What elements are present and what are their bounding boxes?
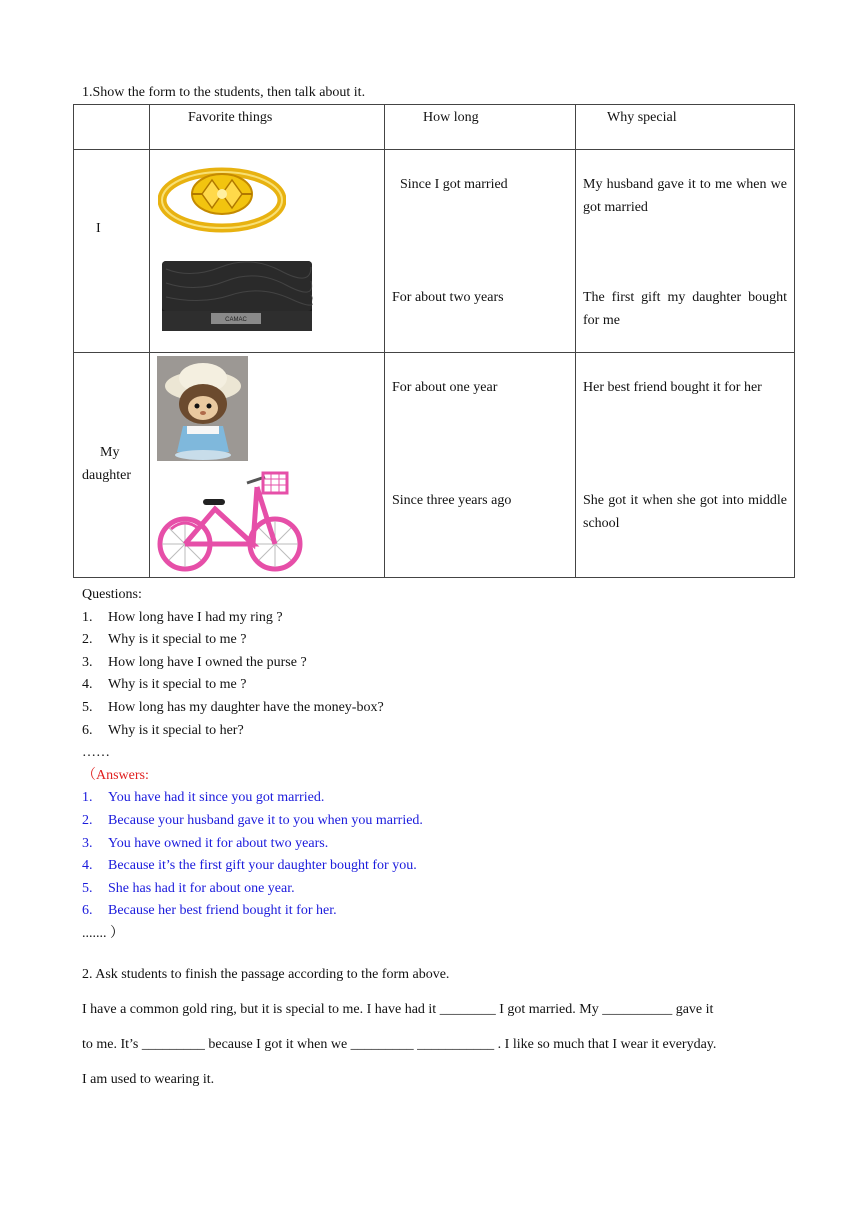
- question-item: 1. How long have I had my ring ?: [82, 609, 283, 625]
- how-long-text: Since I got married: [400, 177, 508, 192]
- person-cell: [74, 150, 150, 353]
- why-special-text: The first gift my daughter bought for me: [583, 290, 787, 328]
- purse-image: [161, 259, 313, 333]
- table-row: [74, 353, 795, 578]
- answer-item: 6. Because her best friend bought it for her.: [82, 903, 337, 919]
- bicycle-image: [157, 469, 305, 575]
- questions-ellipsis: ……: [82, 745, 110, 761]
- section2-title: 2. Ask students to finish the passage according to the form above.: [82, 967, 450, 982]
- purse-brand-text: CAMAC: [225, 317, 247, 323]
- question-item: 6. Why is it special to her?: [82, 722, 244, 738]
- passage-line: I have a common gold ring, but it is special to me. I have had it ________ I got married. My __________ gave it: [82, 1002, 714, 1017]
- header-favorite-things: [150, 105, 385, 150]
- header-empty-cell: [74, 105, 150, 150]
- question-item: 2. Why is it special to me ?: [82, 632, 247, 648]
- section2: [82, 957, 782, 1097]
- how-long-cell: [385, 353, 576, 578]
- answer-item: 4. Because it’s the first gift your daughter bought for you.: [82, 858, 417, 874]
- how-long-text: For about two years: [392, 290, 504, 305]
- passage-line: to me. It’s _________ because I got it when we _________ ___________ . I like so much that I wear it everyday.: [82, 1037, 717, 1052]
- header-label: Why special: [607, 110, 677, 125]
- person-label: My: [100, 445, 120, 460]
- person-label: I: [96, 221, 101, 236]
- favorite-things-cell: [150, 353, 385, 578]
- favorite-things-table: [73, 104, 795, 578]
- answers-closing: ....... ）: [82, 925, 124, 941]
- questions-answers-block: [82, 584, 423, 946]
- table-header-row: [74, 105, 795, 150]
- ring-image: [158, 154, 286, 234]
- answer-item: 5. She has had it for about one year.: [82, 880, 295, 896]
- why-special-cell: [576, 353, 795, 578]
- header-label: How long: [423, 110, 479, 125]
- how-long-text: For about one year: [392, 380, 498, 395]
- why-special-text: My husband gave it to me when we got married: [583, 177, 787, 215]
- person-cell: [74, 353, 150, 578]
- header-why-special: [576, 105, 795, 150]
- how-long-text: Since three years ago: [392, 493, 512, 508]
- why-special-text: Her best friend bought it for her: [583, 380, 762, 395]
- why-special-text: She got it when she got into middle school: [583, 493, 787, 531]
- person-label: daughter: [82, 468, 131, 483]
- why-special-cell: [576, 150, 795, 353]
- header-how-long: [385, 105, 576, 150]
- questions-label: Questions:: [82, 587, 142, 602]
- section1-title: 1.Show the form to the students, then talk about it.: [82, 85, 366, 100]
- question-item: 4. Why is it special to me ?: [82, 677, 247, 693]
- answer-item: 1. You have had it since you got married.: [82, 790, 325, 806]
- answers-label: （Answers:: [82, 767, 149, 783]
- answer-item: 2. Because your husband gave it to you when you married.: [82, 812, 423, 828]
- answer-item: 3. You have owned it for about two years.: [82, 835, 329, 851]
- question-item: 5. How long has my daughter have the money-box?: [82, 699, 384, 715]
- favorite-things-cell: [150, 150, 385, 353]
- question-item: 3. How long have I owned the purse ?: [82, 654, 307, 670]
- passage-line: I am used to wearing it.: [82, 1072, 215, 1087]
- how-long-cell: [385, 150, 576, 353]
- header-label: Favorite things: [188, 110, 273, 125]
- doll-image: [157, 356, 248, 461]
- table-row: [74, 150, 795, 353]
